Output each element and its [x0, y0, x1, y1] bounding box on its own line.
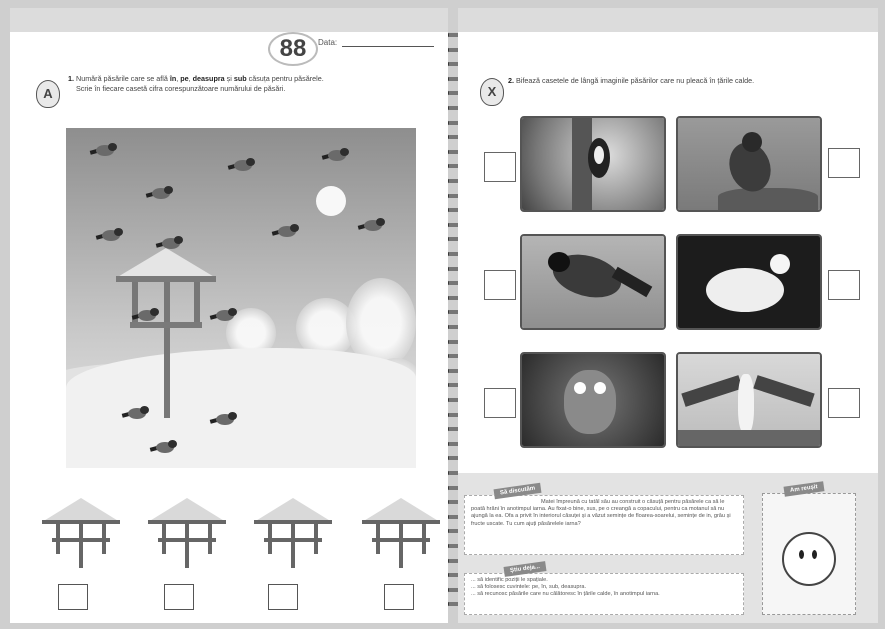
know-item: ... să folosesc cuvintele: pe, în, sub, deasupra. — [471, 584, 587, 591]
sun — [316, 186, 346, 216]
bullfinch-bird — [216, 308, 238, 322]
bullfinch-bird — [156, 440, 178, 454]
small-feeder-deasupra — [254, 498, 332, 568]
small-feeder-sub — [362, 498, 440, 568]
winter-scene-illustration — [66, 128, 416, 468]
word-deasupra: deasupra — [192, 74, 225, 83]
photo-stork — [676, 352, 822, 448]
smiley-face-icon[interactable] — [782, 532, 836, 586]
page-header-band — [458, 8, 878, 32]
word-in: în — [169, 74, 177, 83]
photo-sparrow — [676, 116, 822, 212]
task1-text-a: Numără păsările care se află — [76, 74, 170, 83]
right-page — [458, 8, 878, 623]
review-ribbon: Am reușit — [783, 481, 824, 496]
small-feeder-pe — [148, 498, 226, 568]
know-box — [464, 573, 744, 615]
bullfinch-bird — [162, 236, 184, 250]
task2-number: 2. — [508, 76, 514, 85]
word-sub: sub — [233, 74, 247, 83]
photo-crow — [520, 234, 666, 330]
page-header-band — [10, 8, 448, 32]
checkbox-owl[interactable] — [484, 388, 516, 418]
know-ribbon: Știu deja... — [504, 561, 547, 577]
task2-text: Bifează casetele de lângă imaginile păsărilor care nu pleacă în țările calde. — [516, 76, 755, 85]
checkbox-stork[interactable] — [828, 388, 860, 418]
bullfinch-bird — [138, 308, 160, 322]
discussion-text: Matei împreună cu tatăl său au construit o căsuță pentru păsărele ca să le poată hrăni în anotimpul iarna. Au fixat-o bine, sus, pe o creangă a copacului, pentru ca motanul să nu ajungă la ea. Ofa a privit în interiorul căsuței și a văzut semințe de floarea-soarelui, semințe de in, grâu și fructe uscate. Tu cum ajuți păsărelele iarna? — [471, 499, 731, 527]
bullfinch-bird — [102, 228, 124, 242]
bullfinch-bird — [364, 218, 386, 232]
checkbox-crow[interactable] — [484, 270, 516, 300]
sep2: , — [188, 74, 193, 83]
photo-woodpecker — [520, 116, 666, 212]
answer-box-in[interactable] — [58, 584, 88, 610]
task1-line2: Scrie în fiecare casetă cifra corespunzătoare numărului de păsări. — [76, 84, 286, 93]
know-item: ... să recunosc păsările care nu călătoresc în țările calde, în anotimpul iarna. — [471, 591, 660, 598]
answer-box-pe[interactable] — [164, 584, 194, 610]
answer-box-sub[interactable] — [384, 584, 414, 610]
bullfinch-bird — [152, 186, 174, 200]
task1-number: 1. — [68, 74, 74, 83]
bullfinch-bird — [216, 412, 238, 426]
bullfinch-bird — [128, 406, 150, 420]
sep3: și — [224, 74, 234, 83]
discussion-box — [464, 495, 744, 555]
discussion-ribbon: Să discutăm — [494, 483, 542, 499]
bullfinch-bird — [234, 158, 256, 172]
date-label: Data: — [318, 38, 338, 47]
photo-pigeon — [676, 234, 822, 330]
bullfinch-bird — [278, 224, 300, 238]
sep1: , — [176, 74, 181, 83]
page-number: 88 — [268, 32, 318, 66]
answer-box-deasupra[interactable] — [268, 584, 298, 610]
checkbox-pigeon[interactable] — [828, 270, 860, 300]
small-feeder-in — [42, 498, 120, 568]
bird-feeder — [116, 248, 216, 418]
know-item: ... să identific poziții le spațiale. — [471, 577, 548, 583]
task2-instruction — [508, 76, 870, 86]
photo-owl — [520, 352, 666, 448]
task1-text-b: căsuța pentru păsărele. — [246, 74, 324, 83]
task-badge-x: X — [480, 78, 504, 106]
bullfinch-bird — [96, 143, 118, 157]
task1-instruction — [68, 74, 438, 94]
left-page — [10, 8, 448, 623]
checkbox-woodpecker[interactable] — [484, 152, 516, 182]
bullfinch-bird — [328, 148, 350, 162]
word-pe: pe — [180, 74, 189, 83]
task-badge-a: A — [36, 80, 60, 108]
checkbox-sparrow[interactable] — [828, 148, 860, 178]
date-line[interactable] — [342, 46, 434, 47]
